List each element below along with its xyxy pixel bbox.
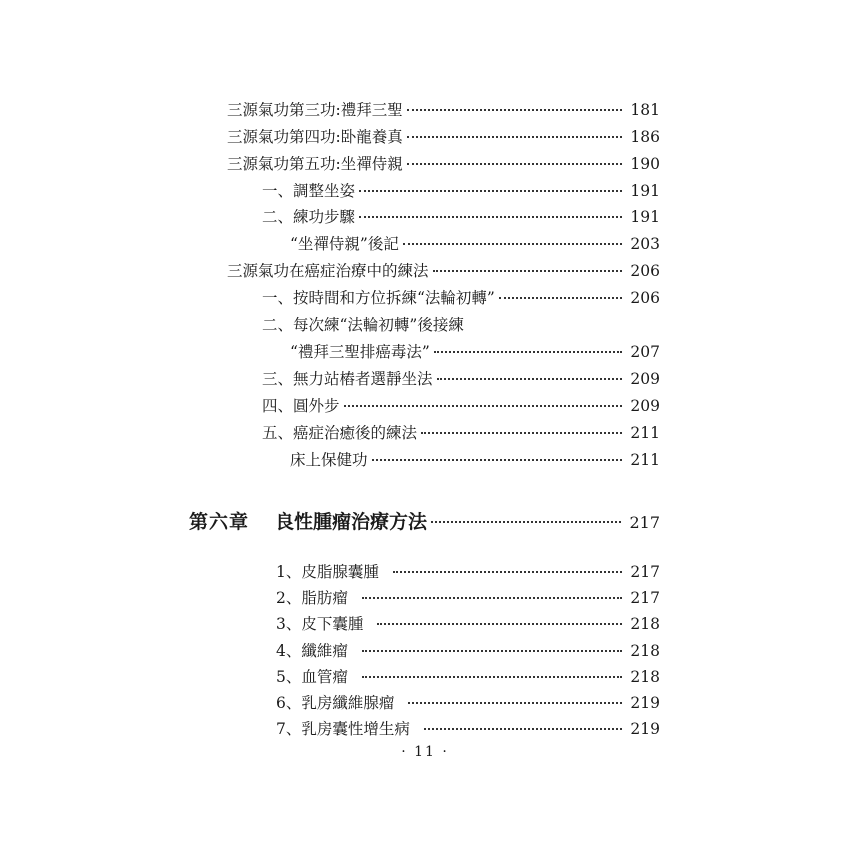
toc-item-page: 219: [630, 720, 660, 738]
toc-item-page: 217: [630, 589, 660, 607]
toc-item-page: 218: [630, 615, 660, 633]
toc-item[interactable]: [276, 640, 660, 662]
toc-entry-label: 二、練功步驟: [262, 208, 356, 226]
dot-leader: [407, 163, 623, 165]
toc-entry-label: 三、無力站樁者選靜坐法: [262, 370, 433, 388]
toc-entry-label: 床上保健功: [290, 451, 368, 469]
dot-leader: [421, 432, 622, 434]
dot-leader: [359, 190, 622, 192]
chapter-title: 良性腫瘤治療方法: [275, 511, 428, 533]
dot-leader: [433, 270, 623, 272]
dot-leader: [362, 597, 623, 599]
toc-entry-page: 211: [630, 451, 660, 469]
dot-leader: [362, 650, 623, 652]
toc-entry[interactable]: [227, 99, 660, 121]
chapter-page: 217: [629, 513, 660, 532]
dot-leader: [408, 702, 622, 704]
toc-entry[interactable]: [262, 206, 660, 228]
toc-entry-page: 190: [630, 155, 660, 173]
dot-leader: [437, 378, 623, 380]
dot-leader: [344, 405, 623, 407]
toc-item-page: 217: [630, 563, 660, 581]
toc-item-label: 4、纖維瘤: [276, 642, 348, 660]
toc-entry-label: 三源氣功第三功:禮拜三聖: [227, 101, 403, 119]
toc-entry-label: “禮拜三聖排癌毒法”: [290, 343, 430, 361]
toc-entry-label: 四、圓外步: [262, 397, 340, 415]
toc-item-label: 2、脂肪瘤: [276, 589, 348, 607]
toc-item[interactable]: [276, 692, 660, 714]
dot-leader: [359, 216, 622, 218]
toc-item-page: 218: [630, 668, 660, 686]
toc-entry[interactable]: [290, 341, 660, 363]
toc-item[interactable]: [276, 666, 660, 688]
toc-entry-label: 五、癌症治癒後的練法: [262, 424, 418, 442]
toc-item[interactable]: [276, 718, 660, 740]
chapter-heading[interactable]: [189, 507, 660, 534]
toc-entry[interactable]: [290, 233, 660, 255]
toc-entry-label: 三源氣功在癌症治療中的練法: [227, 262, 429, 280]
toc-entry-page: 203: [630, 235, 660, 253]
toc-entry-page: 209: [630, 370, 660, 388]
toc-entry-page: 209: [630, 397, 660, 415]
toc-item-label: 7、乳房囊性增生病: [276, 720, 410, 738]
toc-entry-page: 191: [630, 208, 660, 226]
toc-item-page: 219: [630, 694, 660, 712]
toc-entry-label: 二、每次練“法輪初轉”後接練: [262, 316, 464, 334]
dot-leader: [431, 521, 621, 523]
toc-entry-page: 206: [630, 262, 660, 280]
toc-entry-page: 211: [630, 424, 660, 442]
dot-leader: [362, 676, 623, 678]
dot-leader: [499, 297, 623, 299]
toc-entry[interactable]: [227, 260, 660, 282]
page-number: · 11 ·: [401, 744, 449, 760]
toc-entry[interactable]: [262, 395, 660, 417]
toc-item-page: 218: [630, 642, 660, 660]
toc-entry-label: “坐禪侍親”後記: [290, 235, 399, 253]
toc-entry-label: 一、按時間和方位拆練“法輪初轉”: [262, 289, 495, 307]
toc-entry-label: 三源氣功第四功:卧龍養真: [227, 128, 403, 146]
toc-item[interactable]: [276, 561, 660, 583]
toc-entry-page: 186: [630, 128, 660, 146]
dot-leader: [403, 243, 623, 245]
toc-entry[interactable]: [262, 180, 660, 202]
toc-entry[interactable]: [227, 153, 660, 175]
toc-entry[interactable]: [290, 449, 660, 471]
toc-entry[interactable]: [227, 126, 660, 148]
toc-entry-page: 206: [630, 289, 660, 307]
dot-leader: [372, 459, 623, 461]
toc-entry-page: 191: [630, 182, 660, 200]
dot-leader: [424, 728, 623, 730]
dot-leader: [393, 571, 623, 573]
toc-item-label: 6、乳房纖維腺瘤: [276, 694, 395, 712]
toc-item-label: 1、皮脂腺囊腫: [276, 563, 379, 581]
toc-entry[interactable]: [262, 368, 660, 390]
dot-leader: [407, 136, 623, 138]
toc-entry[interactable]: [262, 314, 660, 336]
dot-leader: [407, 109, 623, 111]
dot-leader: [434, 351, 623, 353]
toc-item-label: 3、皮下囊腫: [276, 615, 364, 633]
chapter-number: 第六章: [189, 511, 250, 533]
toc-entry-page: 207: [630, 343, 660, 361]
toc-item[interactable]: [276, 587, 660, 609]
toc-entry[interactable]: [262, 287, 660, 309]
toc-item-label: 5、血管瘤: [276, 668, 348, 686]
toc-entry-label: 一、調整坐姿: [262, 182, 356, 200]
toc-entry-label: 三源氣功第五功:坐禪侍親: [227, 155, 403, 173]
toc-entry[interactable]: [262, 422, 660, 444]
toc-item[interactable]: [276, 613, 660, 635]
toc-entry-page: 181: [630, 101, 660, 119]
dot-leader: [377, 623, 622, 625]
